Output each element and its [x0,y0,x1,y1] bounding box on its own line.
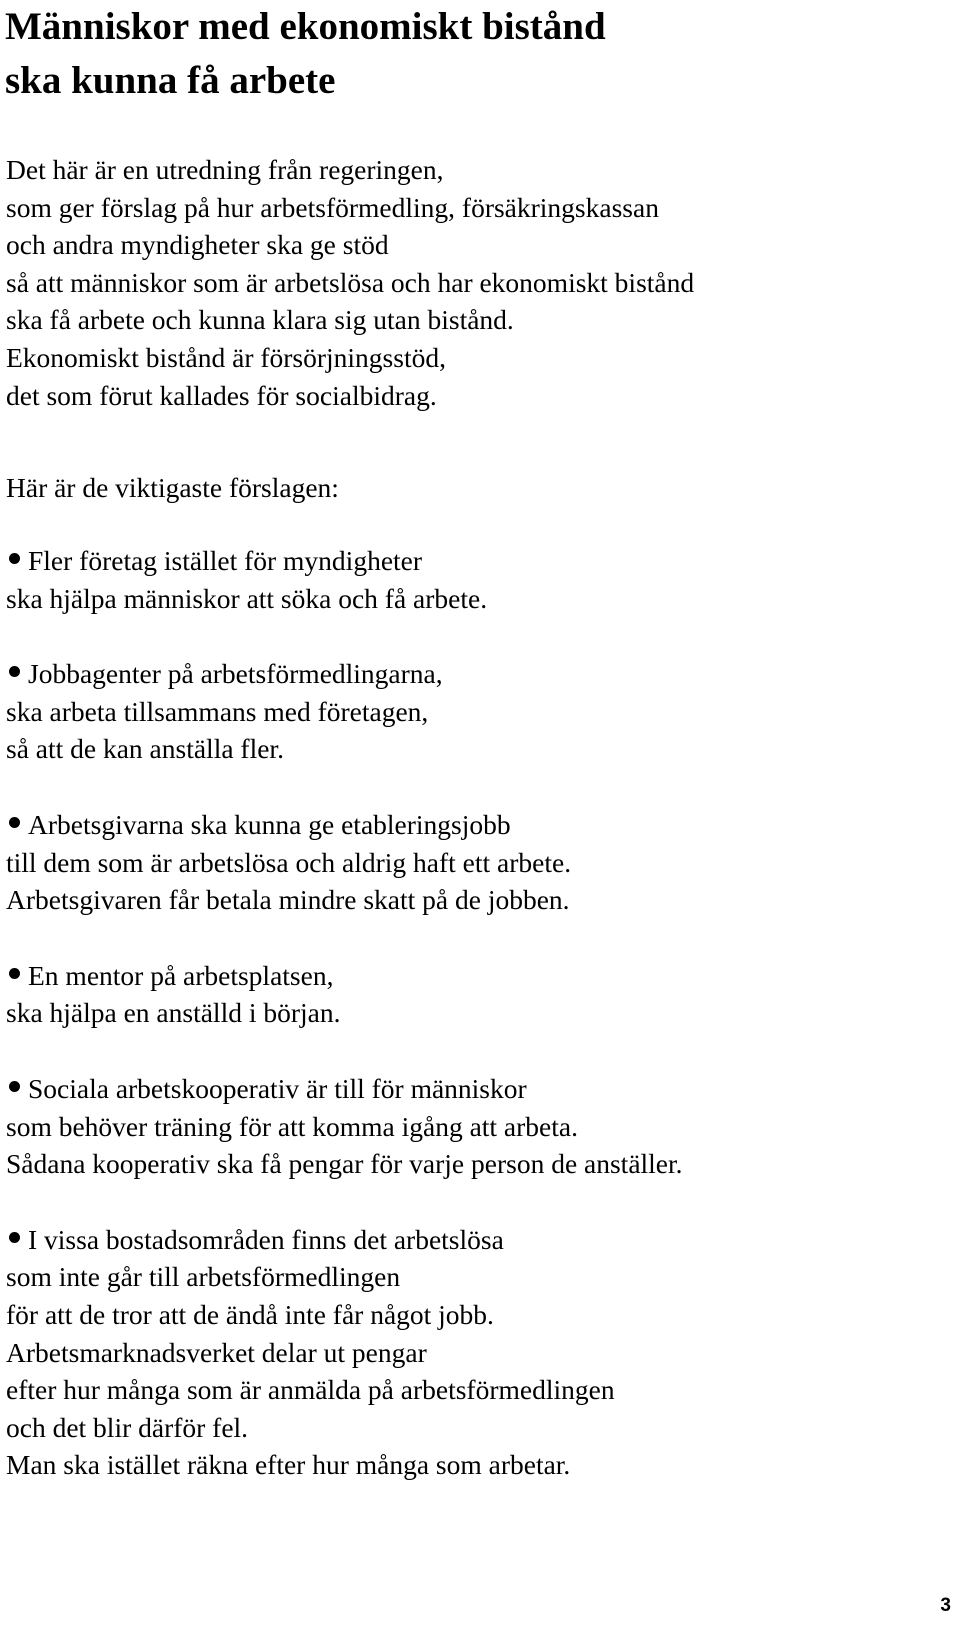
bullet-icon [9,1081,20,1092]
proposal-line: Sådana kooperativ ska få pengar för varje person de anställer. [6,1148,683,1180]
intro-line: ska få arbete och kunna klara sig utan bistånd. [6,304,514,336]
intro-line: och andra myndigheter ska ge stöd [6,229,389,261]
proposal-line: ska hjälpa en anställd i början. [6,997,341,1029]
proposal-item [6,957,683,1032]
proposal-item [6,655,683,768]
proposal-item [6,806,683,919]
bullet-icon [9,666,20,677]
intro-line: Det här är en utredning från regeringen, [6,154,444,185]
intro-line: Ekonomiskt bistånd är försörjningsstöd, [6,341,446,373]
proposal-line: för att de tror att de ändå inte får något jobb. [6,1298,494,1330]
proposal-line: ska hjälpa människor att söka och få arbete. [6,582,488,614]
proposal-item [6,1070,683,1183]
intro-paragraph [6,151,694,414]
page-title [5,0,606,108]
proposal-line: Arbetsmarknadsverket delar ut pengar [6,1336,427,1368]
proposal-line: I vissa bostadsområden finns det arbetslösa [28,1223,504,1255]
proposal-line: som inte går till arbetsförmedlingen [6,1261,401,1293]
intro-line: det som förut kallades för socialbidrag. [6,379,437,411]
intro-line: som ger förslag på hur arbetsförmedling, försäkringskassan [6,191,659,223]
title-line: ska kunna få arbete [5,59,336,102]
proposal-line: Fler företag istället för myndigheter [28,545,423,576]
proposal-line: Arbetsgivaren får betala mindre skatt på de jobben. [6,884,570,916]
bullet-icon [9,553,20,564]
proposal-line: Sociala arbetskooperativ är till för människor [28,1072,527,1104]
proposal-list [6,542,683,1522]
page-number: 3 [940,1595,951,1616]
proposal-item [6,1221,683,1484]
bullet-icon [9,817,20,828]
proposal-line: efter hur många som är anmälda på arbetsförmedlingen [6,1374,615,1406]
proposal-line: En mentor på arbetsplatsen, [28,959,334,991]
bullet-icon [9,968,20,979]
proposal-line: som behöver träning för att komma igång att arbeta. [6,1110,578,1142]
intro-line: så att människor som är arbetslösa och har ekonomiskt bistånd [6,266,695,298]
proposal-line: så att de kan anställa fler. [6,733,284,765]
proposal-line: Arbetsgivarna ska kunna ge etableringsjobb [28,808,511,840]
proposal-line: Man ska istället räkna efter hur många som arbetar. [6,1449,571,1481]
proposal-item [6,542,683,617]
title-line: Människor med ekonomiskt bistånd [5,5,606,48]
proposal-line: till dem som är arbetslösa och aldrig haft ett arbete. [6,846,572,878]
proposal-line: Jobbagenter på arbetsförmedlingarna, [28,658,443,690]
proposals-lead: Här är de viktigaste förslagen: [6,472,339,503]
bullet-icon [9,1232,20,1243]
proposal-line: och det blir därför fel. [6,1411,249,1443]
proposal-line: ska arbeta tillsammans med företagen, [6,695,429,727]
